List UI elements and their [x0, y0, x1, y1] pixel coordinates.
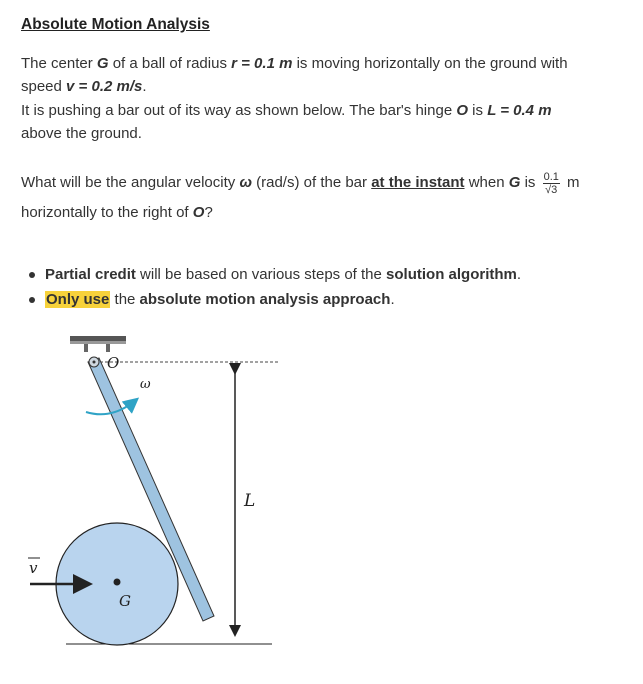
center-G-dot	[114, 579, 121, 586]
problem-paragraph-2: It is pushing a bar out of its way as shown below. The bar's hinge O is L = 0.4 m above the ground.	[21, 102, 552, 142]
label-L: L	[244, 491, 256, 511]
question-paragraph: What will be the angular velocity ω (rad/s) of the bar at the instant when G is $\frac{0.1}{√3}$ m horizontally to the right of O?	[21, 170, 580, 221]
label-G: G	[119, 592, 131, 610]
instructions-list	[21, 262, 521, 312]
hinge-support	[70, 336, 126, 352]
label-O: O	[107, 354, 120, 372]
page-title: Absolute Motion Analysis	[21, 16, 210, 33]
list-item: Only use the absolute motion analysis approach.	[21, 287, 521, 312]
fraction: $\frac{0.1}{√3}$	[543, 170, 559, 196]
label-v: v	[29, 559, 38, 577]
list-item: Partial credit will be based on various steps of the solution algorithm.	[21, 262, 521, 287]
label-omega: ω	[140, 377, 151, 392]
mechanism-figure	[0, 325, 643, 684]
problem-paragraph-1: The center G of a ball of radius r = 0.1 m is moving horizontally on the ground with speed v = 0.2 m/s.	[21, 55, 568, 95]
